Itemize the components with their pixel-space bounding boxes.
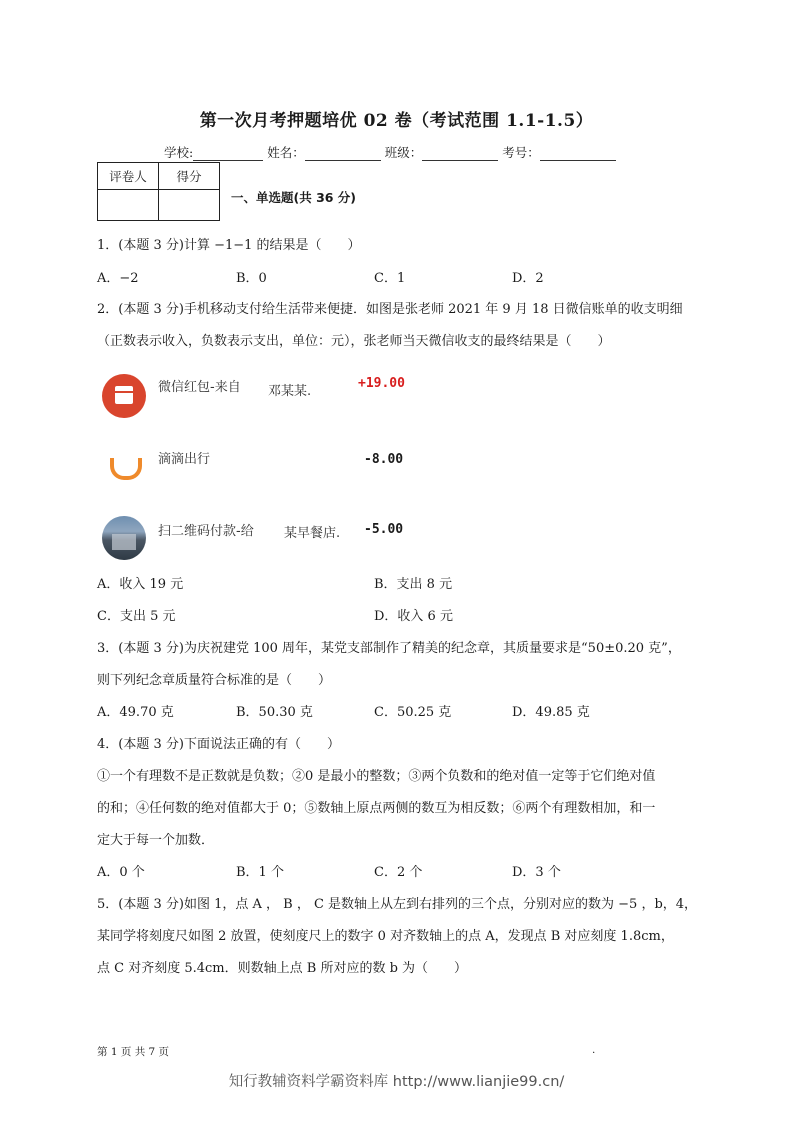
q3-option-b: B．50.30 克 [236,705,313,720]
q1-option-c: C．1 [374,271,406,286]
q2-option-a: A．收入 19 元 [97,577,184,592]
q1-option-d: D．2 [512,271,544,286]
class-blank [422,147,498,161]
q1-option-a: A．−2 [97,271,139,286]
red-envelope-icon [102,374,146,418]
score-table [97,162,220,221]
q1-stem: 1．(本题 3 分)计算 −1−1 的结果是（ ） [97,238,361,253]
q4-stem: 4．(本题 3 分)下面说法正确的有（ ） [97,737,340,752]
school-blank [193,147,263,161]
grader-cell [98,190,159,221]
merchant-photo-icon [102,516,146,560]
q2-option-c: C．支出 5 元 [97,609,176,624]
bill-amount: +19.00 [358,376,405,391]
q4-option-a: A．0 个 [97,865,145,880]
q5-stem-line2: 某同学将刻度尺如图 2 放置，使刻度尺上的数字 0 对齐数轴上的点 A，发现点 B 对应刻度 1.8cm， [97,929,674,944]
number-blank [540,147,616,161]
bill-amount: -5.00 [364,522,404,537]
q4-statement-line1: ①一个有理数不是正数就是负数；②0 是最小的整数；③两个负数和的绝对值一定等于它们绝对值 [97,769,656,784]
q2-option-d: D．收入 6 元 [374,609,453,624]
page-title: 第一次月考押题培优 02 卷（考试范围 1.1-1.5） [199,111,594,131]
watermark-text: 知行教辅资料学霸资料库 http://www.lianjie99.cn/ [228,1074,565,1090]
q3-option-c: C．50.25 克 [374,705,452,720]
score-header: 得分 [159,163,220,190]
q5-stem-line1: 5．(本题 3 分)如图 1，点 A ， B ， C 是数轴上从左到右排列的三个点，分别对应的数为 −5 ，b，4， [97,897,698,912]
q4-statement-line2: 的和；④任何数的绝对值都大于 0；⑤数轴上原点两侧的数互为相反数；⑥两个有理数相加，和一 [97,801,656,816]
q4-option-c: C．2 个 [374,865,423,880]
grader-header: 评卷人 [98,163,159,190]
bill-title: 微信红包-来自 [158,380,241,395]
q2-stem-line1: 2．(本题 3 分)手机移动支付给生活带来便捷．如图是张老师 2021 年 9 月 18 日微信账单的收支明细 [97,302,683,317]
q3-option-a: A．49.70 克 [97,705,174,720]
q4-statement-line3: 定大于每一个加数． [97,833,215,848]
q4-option-b: B．1 个 [236,865,284,880]
bill-payer: 邓某某. [268,384,312,399]
student-info-line [164,143,616,161]
bill-title: 滴滴出行 [158,452,211,467]
q3-stem-line1: 3．(本题 3 分)为庆祝建党 100 周年，某党支部制作了精美的纪念章，其质量要求是“50±0.20 克”， [97,641,681,656]
score-cell [159,190,220,221]
q4-option-d: D．3 个 [512,865,561,880]
number-label: 考号： [502,145,540,160]
q2-option-b: B．支出 8 元 [374,577,453,592]
q2-stem-line2: （正数表示收入，负数表示支出，单位：元），张老师当天微信收支的最终结果是（ ） [97,334,611,349]
q3-stem-line2: 则下列纪念章质量符合标准的是（ ） [97,673,332,688]
footer-dot: . [592,1044,596,1056]
q1-option-b: B．0 [236,271,267,286]
name-blank [305,147,381,161]
class-label: 班级： [384,145,423,160]
name-label: 姓名： [267,145,305,160]
page-number: 第 1 页 共 7 页 [97,1046,170,1058]
didi-icon [102,446,146,490]
bill-title: 扫二维码付款-给 [158,524,254,539]
section-heading: 一、单选题(共 36 分) [231,190,357,205]
q5-stem-line3: 点 C 对齐刻度 5.4cm．则数轴上点 B 所对应的数 b 为（ ） [97,961,468,976]
school-label: 学校: [164,145,194,160]
bill-amount: -8.00 [364,452,404,467]
q3-option-d: D．49.85 克 [512,705,590,720]
bill-payer: 某早餐店. [284,526,341,541]
